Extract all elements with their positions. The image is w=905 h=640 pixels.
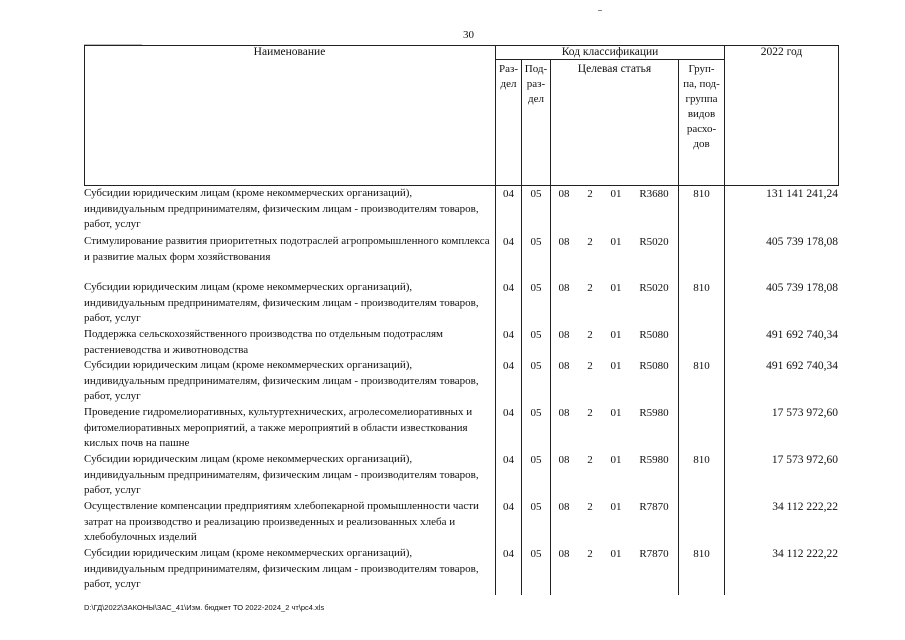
row-razdel: 04 bbox=[503, 236, 514, 248]
row-cs-program: 08 bbox=[558, 188, 570, 200]
header-expense-type: Груп- па, под- группа видов расхо- дов bbox=[683, 63, 720, 150]
row-podrazdel: 05 bbox=[530, 454, 542, 466]
row-cs-direction: R5980 bbox=[639, 454, 669, 466]
row-cs-event: 01 bbox=[610, 454, 622, 466]
row-name: Субсидии юридическим лицам (кроме некоммерческих организаций), индивидуальным предпринимателям, физическим лицам - производителям товаров, работ, услуг bbox=[84, 187, 479, 230]
row-cs-subprogram: 2 bbox=[587, 501, 593, 513]
row-cs-direction: R5080 bbox=[639, 329, 669, 341]
row-razdel: 04 bbox=[503, 360, 514, 372]
row-amount: 17 573 972,60 bbox=[771, 407, 838, 419]
row-name: Проведение гидромелиоративных, культуртехнических, агролесомелиоративных и фитомелиоративных мероприятий, а также мероприятий в области известкования кислых почв на пашне bbox=[84, 406, 473, 449]
row-cs-program: 08 bbox=[558, 360, 570, 372]
row-cs-program: 08 bbox=[558, 407, 570, 419]
header-year: 2022 год bbox=[760, 46, 803, 58]
scan-mark bbox=[598, 10, 602, 11]
row-podrazdel: 05 bbox=[530, 501, 542, 513]
row-expense-type: 810 bbox=[693, 548, 710, 560]
row-cs-direction: R7870 bbox=[639, 548, 669, 560]
row-name: Субсидии юридическим лицам (кроме некоммерческих организаций), индивидуальным предпринимателям, физическим лицам - производителям товаров, работ, услуг bbox=[84, 281, 479, 324]
row-expense-type: 810 bbox=[693, 454, 710, 466]
row-razdel: 04 bbox=[503, 501, 514, 513]
row-cs-direction: R5020 bbox=[639, 282, 669, 294]
row-cs-event: 01 bbox=[610, 501, 622, 513]
row-cs-subprogram: 2 bbox=[587, 360, 593, 372]
row-podrazdel: 05 bbox=[530, 282, 542, 294]
header-name: Наименование bbox=[253, 46, 326, 58]
row-cs-subprogram: 2 bbox=[587, 454, 593, 466]
row-cs-direction: R5020 bbox=[639, 236, 669, 248]
row-cs-program: 08 bbox=[558, 282, 570, 294]
row-name: Осуществление компенсации предприятиям хлебопекарной промышленности части затрат на производство и реализацию произведенных и реализованных хлеба и хлебобулочных изделий bbox=[84, 500, 479, 543]
row-cs-direction: R7870 bbox=[639, 501, 669, 513]
row-amount: 34 112 222,22 bbox=[772, 548, 838, 560]
row-podrazdel: 05 bbox=[530, 188, 542, 200]
row-cs-subprogram: 2 bbox=[587, 548, 593, 560]
row-podrazdel: 05 bbox=[530, 548, 542, 560]
row-cs-event: 01 bbox=[610, 407, 622, 419]
row-cs-subprogram: 2 bbox=[587, 236, 593, 248]
row-amount: 34 112 222,22 bbox=[772, 501, 838, 513]
header-code-classification: Код классификации bbox=[561, 46, 659, 58]
row-amount: 405 739 178,08 bbox=[766, 282, 838, 294]
row-cs-event: 01 bbox=[610, 329, 622, 341]
row-podrazdel: 05 bbox=[530, 360, 542, 372]
row-cs-subprogram: 2 bbox=[587, 282, 593, 294]
row-name: Субсидии юридическим лицам (кроме некоммерческих организаций), индивидуальным предпринимателям, физическим лицам - производителям товаров, работ, услуг bbox=[84, 547, 479, 590]
row-razdel: 04 bbox=[503, 407, 514, 419]
row-name: Поддержка сельскохозяйственного производства по отдельным подотраслям растениеводства и животноводства bbox=[84, 328, 443, 356]
row-amount: 405 739 178,08 bbox=[766, 236, 838, 248]
row-name: Субсидии юридическим лицам (кроме некоммерческих организаций), индивидуальным предпринимателям, физическим лицам - производителям товаров, работ, услуг bbox=[84, 359, 479, 402]
row-podrazdel: 05 bbox=[530, 329, 542, 341]
header-subsection: Под- раз- дел bbox=[524, 63, 548, 105]
row-amount: 131 141 241,24 bbox=[766, 188, 838, 200]
row-name: Субсидии юридическим лицам (кроме некоммерческих организаций), индивидуальным предпринимателям, физическим лицам - производителям товаров, работ, услуг bbox=[84, 453, 479, 496]
row-cs-event: 01 bbox=[610, 236, 622, 248]
row-cs-subprogram: 2 bbox=[587, 407, 593, 419]
row-podrazdel: 05 bbox=[530, 236, 542, 248]
row-razdel: 04 bbox=[503, 329, 514, 341]
header-target-article: Целевая статья bbox=[577, 63, 652, 75]
row-razdel: 04 bbox=[503, 188, 514, 200]
row-amount: 17 573 972,60 bbox=[771, 454, 838, 466]
row-cs-program: 08 bbox=[558, 454, 570, 466]
row-cs-event: 01 bbox=[610, 188, 622, 200]
row-podrazdel: 05 bbox=[530, 407, 542, 419]
row-name: Стимулирование развития приоритетных подотраслей агропромышленного комплекса и развитие малых форм хозяйствования bbox=[84, 235, 490, 263]
row-cs-subprogram: 2 bbox=[587, 188, 593, 200]
row-cs-program: 08 bbox=[558, 236, 570, 248]
row-expense-type: 810 bbox=[693, 360, 710, 372]
row-cs-program: 08 bbox=[558, 501, 570, 513]
row-cs-direction: R3680 bbox=[639, 188, 669, 200]
page-number: 30 bbox=[463, 29, 474, 41]
row-cs-event: 01 bbox=[610, 282, 622, 294]
row-cs-event: 01 bbox=[610, 548, 622, 560]
row-cs-direction: R5980 bbox=[639, 407, 669, 419]
row-cs-program: 08 bbox=[558, 329, 570, 341]
header-section: Раз- дел bbox=[498, 63, 518, 90]
row-razdel: 04 bbox=[503, 282, 514, 294]
row-amount: 491 692 740,34 bbox=[766, 329, 838, 341]
row-razdel: 04 bbox=[503, 548, 514, 560]
row-expense-type: 810 bbox=[693, 188, 710, 200]
row-razdel: 04 bbox=[503, 454, 514, 466]
row-cs-program: 08 bbox=[558, 548, 570, 560]
row-cs-direction: R5080 bbox=[639, 360, 669, 372]
row-expense-type: 810 bbox=[693, 282, 710, 294]
row-amount: 491 692 740,34 bbox=[766, 360, 838, 372]
row-cs-event: 01 bbox=[610, 360, 622, 372]
row-cs-subprogram: 2 bbox=[587, 329, 593, 341]
footer-file-path: D:\ГД\2022\ЗАКОНЫ\ЗАС_41\Изм. бюджет ТО 2022-2024_2 чт\рс4.xls bbox=[84, 603, 325, 612]
